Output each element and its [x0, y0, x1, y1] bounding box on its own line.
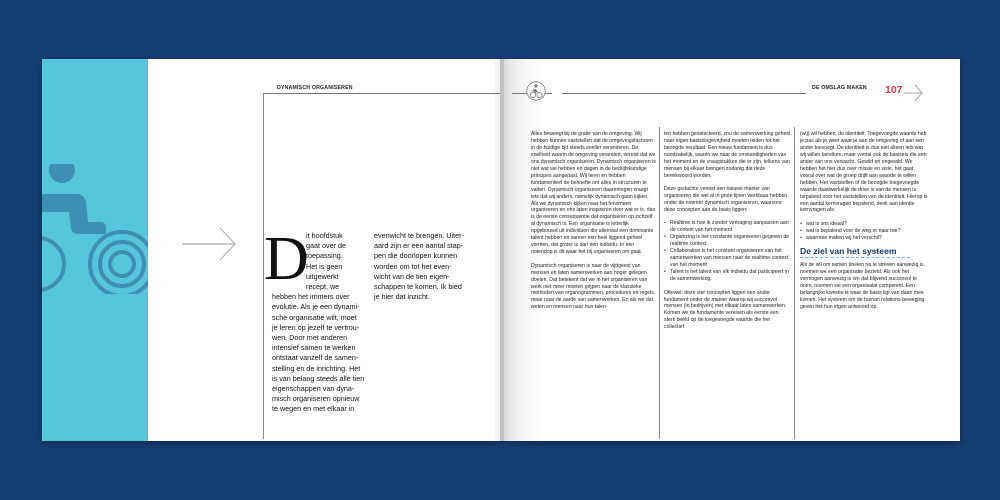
intro-line: uitgewerkt: [306, 271, 339, 281]
cyclist-small-icon: [526, 81, 546, 101]
chapter-color-band: [42, 59, 148, 441]
intro-line: schappen te komen. Ik bied: [374, 282, 462, 292]
intro-line: hebben het immers over: [272, 292, 350, 302]
paragraph: Als de wil om samen doelen na te streven aanwezig is, noemen we een organisatie bezield. Als ook het vermogen aanwezig is om dat blijvend succesvol te doen, noemen we een organisatie competent. Een belangrijke kwestie is waar de basis ligt van daan mee komen. Het systeem om de human relations-beweging geven het hun eigen antwoord op.: [800, 262, 925, 310]
kernvragen-list: [800, 221, 928, 242]
intro-line: recept, we: [306, 282, 340, 292]
list-item: • Realtime is hoe ik zonder vertraging aanpassen aan de context van het moment: [664, 220, 791, 234]
concepts-list: [664, 220, 791, 283]
paragraph: (wij) wil hebben, de identiteit. Toegevoegde waarde heb je pas als je weet waar je aan de omgeving of aan een ander toevoegt. De identiteit is dus niet alleen iets wat wij willen bereiken, maar vooral ook de basiseis die een ander van ons verwacht. Gewild en ongewild. We hebben het hier dus over missie en visie, het gaat vooral over wat de groep drijft aan waarde te willen hebben. Het vaststellen of de beoogde toegevoegde waarde daadwerkelijk de drive is van de mensen is bepalend voor het vaststellen van de identiteit. Hierop is een aantal kernvragen bepalend, denk aan identie kernvragen als:: [800, 131, 928, 214]
intro-line: worden om tot het even-: [374, 261, 452, 271]
intro-line: je leren op jezelf te vertrou-: [272, 322, 360, 332]
right-column-3: [800, 131, 928, 317]
paragraph: Dynamisch organiseren is naar de vijdgeest van mensen en laten samenwerken aan hoger gelegen doelen. Dat betekent dat we in het organiseren van werk niet meer moeten grijpen naar de klassieke methoden van organogrammen, procedures en regels, maar naar de aarde van samenwerken. En als we dat weten en mensen naar hun talen-: [531, 262, 656, 311]
running-head: DE OMSLAG MAKEN: [812, 85, 867, 91]
intro-line: sche organisatie wilt, moet: [272, 312, 357, 322]
intro-line: gaat over de: [306, 241, 346, 251]
intro-line: misch organiseren opnieuw: [272, 394, 360, 404]
column-rule: [659, 127, 660, 439]
intro-column-1: [272, 231, 364, 415]
intro-line: ontstaat vanzelf de samen-: [272, 353, 359, 363]
intro-line: wen. Door met anderen: [272, 333, 348, 343]
list-item: • Organizing is het constante organiseren gegeven de realtime context: [664, 234, 791, 248]
paragraph: Oftewel: deze vier concepten liggen een ander fundament onder de manier waarop wij succesvol mensen (in bedrijven) met elkaar laten samenwerken. Komen we de fundamente vereisen als eerste een sterk beeld op de toegevoegde waarde die het collectief: [664, 289, 787, 331]
intro-line: evolutie. Als je een dynami-: [272, 302, 360, 312]
header-rule: [562, 93, 806, 94]
list-item: • wat is ons ideaal?: [800, 221, 928, 228]
right-column-2: [664, 131, 791, 338]
magazine-spread: [42, 59, 960, 441]
list-item: • Talent is het talent van elk individu dat participeert in de samenwerking.: [664, 269, 791, 283]
intro-line: intensief samen te werken: [272, 343, 356, 353]
intro-line: je hier dat inzicht.: [374, 292, 430, 302]
paragraph: Deze gedachte vereist een nieuwe manier van organiseren die wel al in grote lijnen werkbaar hebben onder de noemer dynamisch organiseren, waarvoor deze concepten aan de basis liggen:: [664, 186, 788, 214]
column-rule: [794, 127, 795, 439]
chevron-right-icon: [904, 83, 924, 103]
page-number: 107: [885, 84, 903, 96]
intro-line: it hoofdstuk: [306, 231, 343, 240]
intro-line: aard zijn er een aantal stap-: [374, 241, 464, 251]
intro-line: Het is geen: [306, 261, 343, 271]
intro-line: stelling en de inrichting. Het: [272, 363, 361, 373]
intro-line: evenwicht te brengen. Uiter-: [374, 231, 464, 240]
intro-line: pen die doorlopen kunnen: [374, 251, 458, 261]
running-head: DYNAMISCH ORGANISEREN: [277, 85, 353, 91]
header-rule: [264, 93, 500, 94]
cyclist-icon: [42, 164, 148, 294]
paragraph: Alles beweegt bij de gratie van de omgeving. Wij hebben kunnen vaststellen dat de omgevingsfactoren in de huidige tijd steeds sneller veranderen. De snelheid waarin de omgeving verandert, vereist dat we ons dynamisch organiseren. Dynamisch organiseren is niet wat we hebben en dagen in de bedrijfskundige principes aangepast. Wij leren en hebben fundamenteel de behoefte om alles in structuren te vatten. Dynamisch organiseren daarentegen vraagt iets dat wij anders, namelijk dynamisch gaan kijken. Als we dynamisch kijken naar het fenomeen organiseren en ons laten inspireren door wat er is, dan is de eerste consequentie dat organiseren op zichzelf al dynamisch is. Een organisatie is letterlijk opgebouwd uit individuen die allemaal een dominante talent hebben en samen een heel liggend geheel vormen, dat groter is dan één individu. In een notendop is dit waar het bij organiseren om gaat.: [531, 131, 656, 256]
section-heading: De ziel van het systeem: [800, 246, 897, 257]
left-page: [42, 59, 500, 441]
heading-underline: [800, 257, 910, 258]
arrow-right-icon: [182, 227, 238, 261]
right-column-1: [531, 131, 656, 318]
intro-line: wicht van de tien eigen-: [374, 271, 450, 281]
intro-line: toepassing.: [306, 251, 343, 261]
list-item: • wat is bepalend voor de weg er naar toe?: [800, 228, 928, 235]
drop-cap: D: [264, 225, 309, 293]
list-item: • Collaboration is het constant organiseren van het samenwerken van mensen naar de realtime-context van het moment: [664, 248, 791, 269]
page-gutter: [494, 59, 504, 441]
intro-line: is van belang steeds alle tien: [272, 373, 365, 383]
list-item: • waarmee maken wij het verschil?: [800, 235, 928, 242]
intro-line: te wegen en met elkaar in: [272, 404, 355, 414]
intro-line: eigenschappen van dyna-: [272, 384, 355, 394]
paragraph: ten hebben geselecteerd, zou de samenwerking geheel naar eigen basiszingevrijheid moeten leiden tot het beoogde resultaat. Een nieuw fundament is dus noodzakelijk, waarin we naar de omstandigheden van het moment en de vraagstukken die er zijn, telkens van mensen bij elkaar brengen zodanig dat deze bereikwoord worden.: [664, 131, 791, 179]
intro-column-2: [374, 231, 464, 302]
